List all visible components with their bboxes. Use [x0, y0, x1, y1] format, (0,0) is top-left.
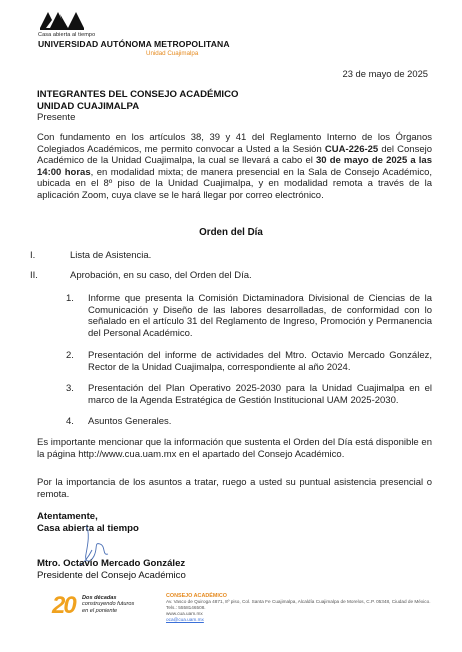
anniversary-tagline-1: Dos décadas [82, 595, 117, 601]
roman-number: I. [30, 250, 36, 261]
footer-address: Av. Vasco de Quiroga 4871, 8º piso, Col. Santa Fe Cuajimalpa, Alcaldía Cuajimalpa de Morelos, C.P. 05348, Ciudad de México. Tels.: 5558146508. [166, 599, 431, 610]
recipient-block [37, 89, 432, 124]
sub-number: 3. [66, 383, 74, 394]
intro-part-2: del Consejo Académico de la Unidad Cuajimalpa, la cual se llevará a cabo el [37, 143, 432, 167]
sub-text: Presentación del informe de actividades del Mtro. Octavio Mercado González, Rector de la Unidad Cuajimalpa, correspondiente al año 2024. [88, 350, 432, 373]
signoff-line-1: Atentamente, [37, 511, 98, 522]
signer-title: Presidente del Consejo Académico [37, 569, 186, 581]
sub-text: Asuntos Generales. [88, 416, 172, 427]
letter-date: 23 de mayo de 2025 [342, 68, 428, 79]
footer-website[interactable]: www.cua.uam.mx [166, 611, 203, 616]
signer-name: Mtro. Octavio Mercado González [37, 558, 186, 569]
footer-contact [166, 593, 441, 623]
intro-paragraph [37, 132, 432, 202]
roman-text: Lista de Asistencia. [70, 250, 152, 261]
university-name: UNIVERSIDAD AUTÓNOMA METROPOLITANA [38, 39, 230, 49]
signer-block [37, 558, 186, 582]
anniversary-tagline-2: construyendo futuros [82, 601, 135, 608]
recipient-line-1: INTEGRANTES DEL CONSEJO ACADÉMICO [37, 89, 239, 100]
sub-number: 2. [66, 350, 74, 361]
anniversary-logo [52, 594, 152, 618]
sub-number: 1. [66, 293, 74, 304]
uam-logo [38, 8, 230, 57]
intro-part-1: Con fundamento en los artículos 38, 39 y 41 del Reglamento Interno de los Órganos Colegiados Académicos, me permito convocar a Usted a la Sesión [37, 132, 432, 155]
session-code: CUA-226-25 [324, 143, 379, 155]
closing-paragraph: Por la importancia de los asuntos a tratar, ruego a usted su puntual asistencia presencial o remota. [37, 477, 432, 500]
note-paragraph: Es importante mencionar que la información que sustenta el Orden del Día está disponible en la página http://www.cua.uam.mx en el apartado del Consejo Académico. [37, 437, 432, 460]
roman-number: II. [30, 270, 38, 281]
anniversary-tagline [82, 595, 162, 614]
logo-tagline: Casa abierta al tiempo [38, 32, 96, 38]
sub-text: Presentación del Plan Operativo 2025-2030 para la Unidad Cuajimalpa en el marco de la Agenda Estratégica de Gestión Institucional UAM 2025-2030. [88, 383, 432, 406]
anniversary-number: 20 [52, 592, 75, 619]
anniversary-tagline-3: en el poniente [82, 607, 118, 614]
intro-part-3: , en modalidad mixta; de manera presencial en la Sala de Consejo Académico, ubicada en el 8º piso de la Unidad Cuajimalpa, y en modalidad remota a través de la aplicación Zoom, cuya clave se le hará llegar por correo electrónico. [37, 166, 432, 201]
sub-text: Informe que presenta la Comisión Dictaminadora Divisional de Ciencias de la Comunicación y Diseño de las labores desarrolladas, de conformidad con lo señalado en el artículo 31 del Reglamento de Ingreso, Promoción y Permanencia del Personal Académico. [88, 293, 432, 339]
recipient-line-3: Presente [37, 112, 76, 123]
uam-logo-mark-icon [38, 8, 86, 30]
agenda-title: Orden del Día [199, 227, 263, 238]
roman-text: Aprobación, en su caso, del Orden del Día. [70, 270, 252, 281]
session-datetime: 30 de mayo de 2025 a las 14:00 horas [37, 155, 432, 178]
footer-council: CONSEJO ACADÉMICO [166, 593, 227, 599]
unit-name: Unidad Cuajimalpa [146, 50, 199, 57]
recipient-line-2: UNIDAD CUAJIMALPA [37, 100, 140, 112]
signoff-line-2: Casa abierta al tiempo [37, 522, 139, 534]
footer-email[interactable]: oca@cua.uam.mx [166, 617, 204, 622]
sub-number: 4. [66, 416, 74, 427]
